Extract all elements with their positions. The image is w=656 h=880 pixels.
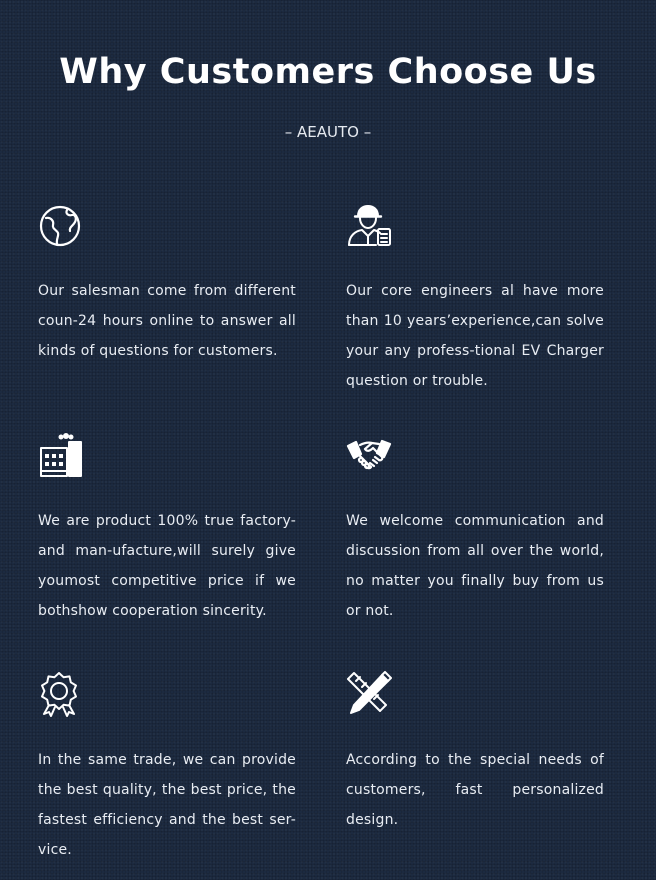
feature-true-factory [38, 432, 296, 626]
feature-text: Our salesman come from different coun-24 hours online to answer all kinds of questions for customers. [38, 283, 296, 359]
feature-text: According to the special needs of customers, fast personalized design. [346, 752, 604, 828]
feature-personalized-design [346, 671, 604, 835]
feature-global-sales [38, 202, 296, 366]
brand-subtitle: – AEAUTO – [284, 123, 372, 141]
feature-text: We welcome communication and discussion from all over the world, no matter you finally buy from us or not. [346, 513, 604, 619]
feature-best-quality [38, 671, 296, 865]
feature-communication [346, 432, 604, 626]
globe-icon [38, 202, 84, 248]
engineer-icon [346, 202, 392, 248]
factory-icon [38, 432, 84, 478]
page-title: Why Customers Choose Us [59, 52, 597, 92]
design-tools-icon [346, 671, 392, 717]
feature-text: We are product 100% true factory-and man-ufacture,will surely give youmost competitive price if we bothshow cooperation sincerity. [38, 513, 296, 619]
quality-badge-icon [38, 671, 84, 717]
handshake-icon [346, 432, 392, 478]
feature-text: In the same trade, we can provide the best quality, the best price, the fastest efficiency and the best ser-vice. [38, 752, 296, 858]
feature-text: Our core engineers al have more than 10 years’experience,can solve your any profess-tional EV Charger question or trouble. [346, 283, 604, 389]
feature-experienced-engineers [346, 202, 604, 396]
